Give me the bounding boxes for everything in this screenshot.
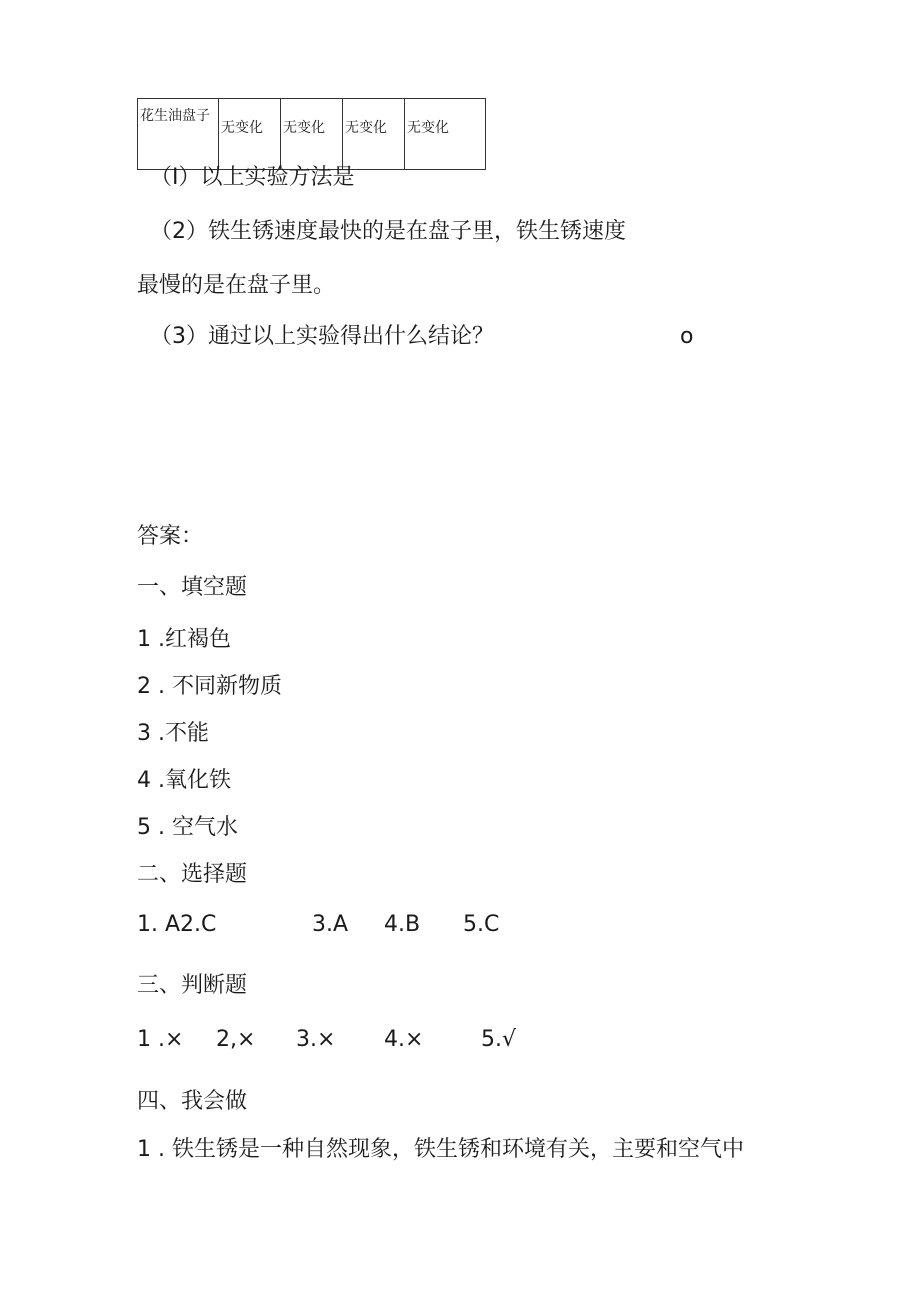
answer-item: 2,× xyxy=(216,1027,256,1052)
question-3: （3）通过以上实验得出什么结论？ xyxy=(150,324,494,349)
table-row xyxy=(138,99,486,170)
answer-item: 5 . 空气水 xyxy=(137,815,238,840)
table-cell: 无变化 xyxy=(281,99,343,170)
answer-item: 4 .氧化铁 xyxy=(137,768,231,793)
section-title-true-false: 三、判断题 xyxy=(137,973,248,998)
answer-item: 1 .红褐色 xyxy=(137,627,231,652)
question-1: （I）以上实验方法是 xyxy=(150,165,355,190)
table-cell-label: 花生油盘子 xyxy=(138,99,219,170)
section-title-fill-blank: 一、填空题 xyxy=(137,575,248,600)
answer-item: 1 . 铁生锈是一种自然现象，铁生锈和环境有关，主要和空气中 xyxy=(137,1137,744,1162)
table-cell: 无变化 xyxy=(343,99,405,170)
answer-item: 4.× xyxy=(384,1027,424,1052)
answer-item: 1 .× xyxy=(137,1027,184,1052)
table-cell: 无变化 xyxy=(219,99,281,170)
answer-item: 3.A xyxy=(312,912,349,937)
question-2-line-2: 最慢的是在盘子里。 xyxy=(137,273,336,298)
answer-item: 3.× xyxy=(296,1027,336,1052)
table-cell: 无变化 xyxy=(405,99,486,170)
section-title-multiple-choice: 二、选择题 xyxy=(137,862,248,887)
question-3-mark: o xyxy=(680,324,694,349)
answer-item: 3 .不能 xyxy=(137,721,209,746)
answer-item: 1. A2.C xyxy=(137,912,217,937)
answer-item: 2 . 不同新物质 xyxy=(137,674,282,699)
answer-item: 5.√ xyxy=(481,1027,517,1052)
experiment-table xyxy=(137,98,486,170)
answers-heading: 答案： xyxy=(137,524,204,549)
answer-item: 4.B xyxy=(384,912,421,937)
answer-item: 5.C xyxy=(463,912,500,937)
question-2-line-1: （2）铁生锈速度最快的是在盘子里，铁生锈速度 xyxy=(150,219,626,244)
section-title-practice: 四、我会做 xyxy=(137,1089,248,1114)
